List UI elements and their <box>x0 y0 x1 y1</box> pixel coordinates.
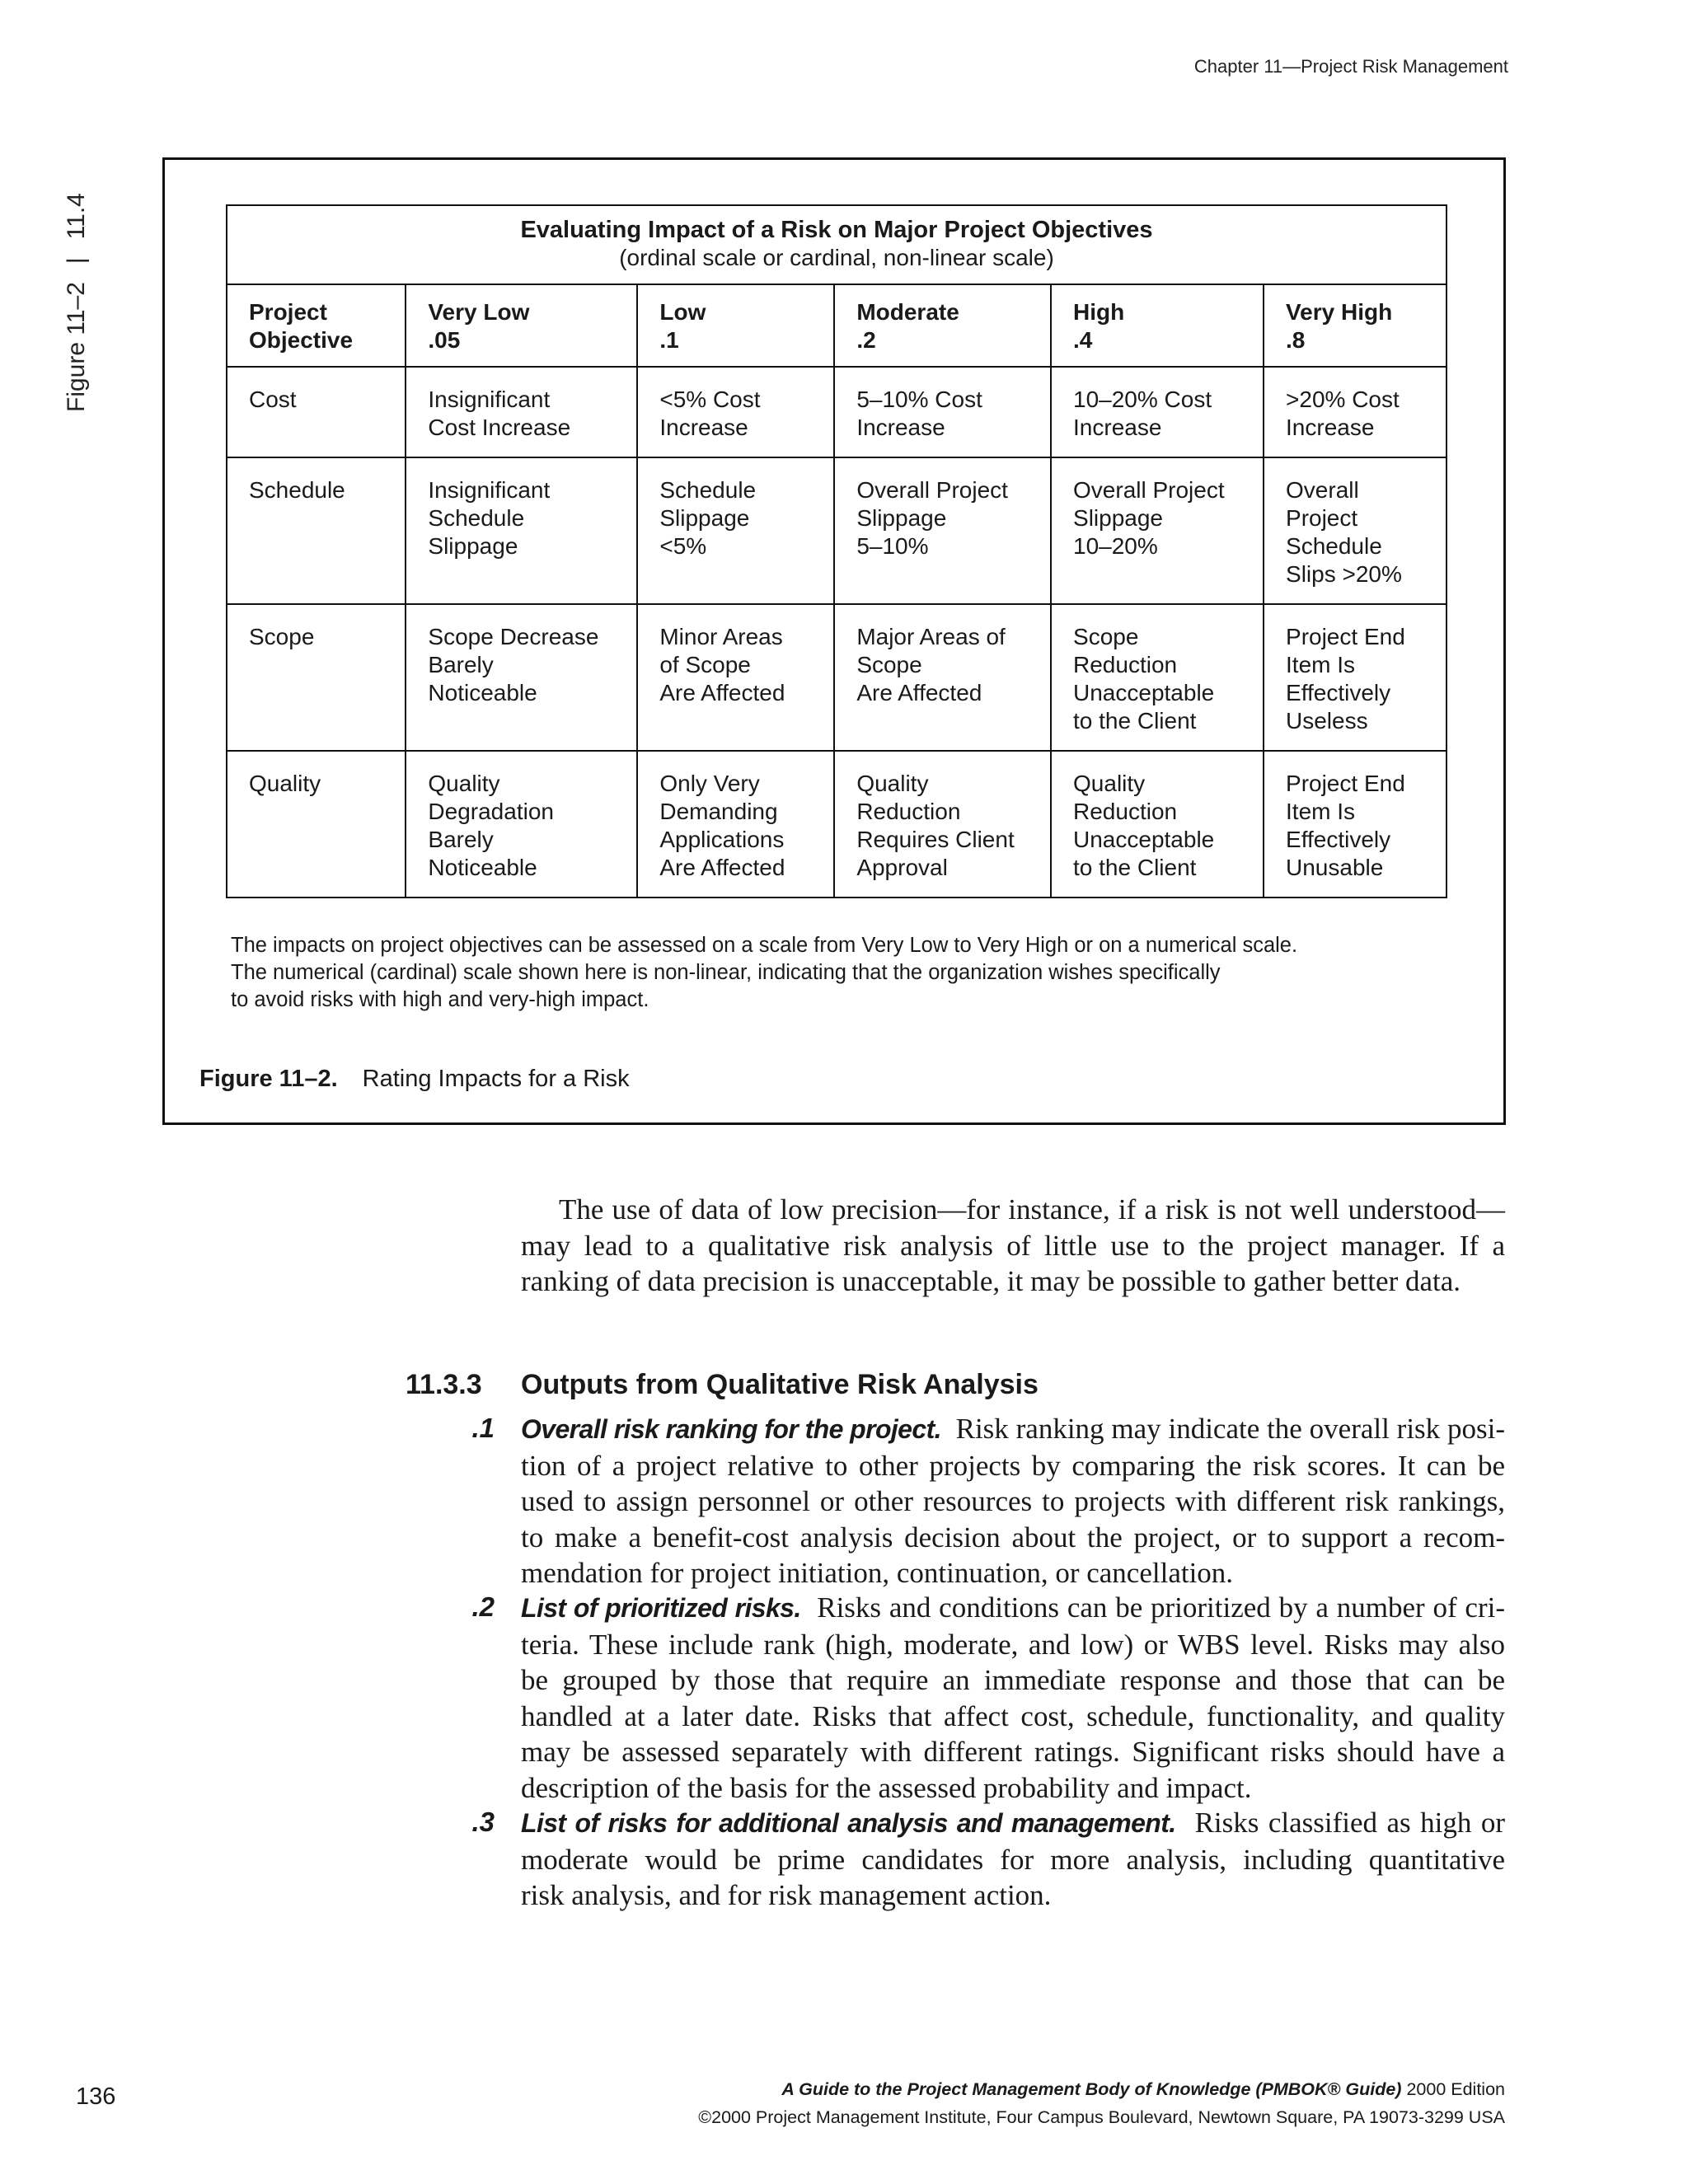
impact-cell <box>1051 367 1264 457</box>
item-first-text: Risks classified as high or <box>1194 1807 1506 1839</box>
cell-line: Major Areas of <box>856 624 1006 649</box>
cell-line: Slips >20% <box>1286 561 1402 587</box>
header-line: .4 <box>1073 327 1093 353</box>
item-first-line <box>521 1411 1505 1448</box>
cell-line: Scope <box>249 624 315 649</box>
impact-cell <box>1051 604 1264 751</box>
row-objective-cell <box>227 604 406 751</box>
table-title: Evaluating Impact of a Risk on Major Project Objectives <box>520 217 1153 243</box>
header-line: .1 <box>659 327 679 353</box>
cell-line: Scope <box>1073 624 1139 649</box>
impact-cell <box>637 604 834 751</box>
footer <box>698 2075 1505 2131</box>
cell-line: Barely <box>428 827 494 852</box>
table-header-cell <box>637 284 834 367</box>
cell-line: Project <box>1286 505 1358 531</box>
cell-line: Useless <box>1286 708 1368 733</box>
table-title-row <box>227 205 1447 284</box>
impact-cell <box>637 367 834 457</box>
impact-cell <box>834 367 1051 457</box>
table-header-cell <box>1051 284 1264 367</box>
table-row <box>227 751 1447 898</box>
cell-line: Item Is <box>1286 799 1356 824</box>
cell-line: Slippage <box>659 505 750 531</box>
cell-line: Quality <box>1073 771 1146 796</box>
row-objective-cell <box>227 751 406 898</box>
caption-text: Rating Impacts for a Risk <box>362 1066 630 1092</box>
side-section-number: 11.4 <box>63 193 90 240</box>
side-separator: | <box>63 257 90 265</box>
cell-line: Insignificant <box>428 387 551 412</box>
table-header-cell <box>406 284 637 367</box>
impact-cell <box>1264 457 1447 604</box>
impact-cell <box>406 457 637 604</box>
item-line: tion of a project relative to other projects by comparing the risk scores. It can be <box>521 1449 1505 1482</box>
cell-line: Noticeable <box>428 680 537 705</box>
cell-line: Unacceptable <box>1073 827 1215 852</box>
cell-line: Schedule <box>659 477 757 503</box>
cell-line: Requires Client <box>856 827 1015 852</box>
impact-cell <box>406 751 637 898</box>
table-header-row <box>227 284 1447 367</box>
cell-line: Unusable <box>1286 855 1384 880</box>
cell-line: Reduction <box>1073 652 1178 677</box>
impact-table <box>226 204 1447 898</box>
item-text <box>521 1411 1505 1591</box>
item-number: .3 <box>471 1807 495 1837</box>
table-row <box>227 604 1447 751</box>
header-line: .2 <box>856 327 876 353</box>
impact-cell <box>406 604 637 751</box>
header-line: Very High <box>1286 299 1393 325</box>
header-line: Very Low <box>428 299 530 325</box>
cell-line: 5–10% <box>856 533 929 559</box>
item-first-line <box>521 1590 1505 1627</box>
header-line: High <box>1073 299 1125 325</box>
cell-line: Scope <box>856 652 922 677</box>
cell-line: Quality <box>249 771 321 796</box>
item-first-text: Risk ranking may indicate the overall risk posi- <box>955 1413 1506 1445</box>
table-header-cell <box>227 284 406 367</box>
figure-note <box>231 932 1467 1014</box>
item-lead: List of prioritized risks. <box>521 1593 801 1623</box>
header-line: .8 <box>1286 327 1306 353</box>
cell-line: Increase <box>856 415 945 440</box>
intro-paragraph <box>521 1192 1505 1300</box>
cell-line: Schedule <box>428 505 525 531</box>
impact-cell <box>637 457 834 604</box>
item-number: .2 <box>471 1591 495 1622</box>
item-line: teria. These include rank (high, moderate, and low) or WBS level. Risks may also <box>521 1628 1505 1661</box>
item-line: mendation for project initiation, continuation, or cancellation. <box>521 1557 1234 1590</box>
footer-guide-line <box>698 2075 1505 2103</box>
cell-line: Project End <box>1286 624 1405 649</box>
cell-line: 5–10% Cost <box>856 387 982 412</box>
table-row <box>227 457 1447 604</box>
cell-line: Scope Decrease <box>428 624 599 649</box>
note-line: to avoid risks with high and very-high impact. <box>231 988 649 1011</box>
cell-line: Only Very <box>659 771 760 796</box>
row-objective-cell <box>227 457 406 604</box>
cell-line: Are Affected <box>659 680 785 705</box>
item-lead: Overall risk ranking for the project. <box>521 1414 941 1444</box>
table-body <box>227 367 1447 898</box>
side-figure-number: Figure 11–2 <box>63 282 90 412</box>
intro-line: ranking of data precision is unacceptable, it may be possible to gather better data. <box>521 1265 1461 1297</box>
cell-line: Are Affected <box>856 680 982 705</box>
cell-line: Unacceptable <box>1073 680 1215 705</box>
cell-line: Increase <box>1073 415 1162 440</box>
note-line: The impacts on project objectives can be assessed on a scale from Very Low to Very High or on a numerical scale. <box>231 934 1298 957</box>
impact-cell <box>1051 457 1264 604</box>
cell-line: Barely <box>428 652 494 677</box>
cell-line: Schedule <box>249 477 345 503</box>
cell-line: Effectively <box>1286 680 1391 705</box>
table-subtitle: (ordinal scale or cardinal, non-linear scale) <box>619 245 1054 270</box>
cell-line: to the Client <box>1073 708 1197 733</box>
cell-line: Cost <box>249 387 297 412</box>
item-line: description of the basis for the assessed probability and impact. <box>521 1771 1252 1804</box>
side-figure-label <box>63 132 96 412</box>
impact-cell <box>1264 367 1447 457</box>
cell-line: Project End <box>1286 771 1405 796</box>
cell-line: to the Client <box>1073 855 1197 880</box>
intro-line: may lead to a qualitative risk analysis of little use to the project manager. If a <box>521 1229 1505 1262</box>
impact-cell <box>834 457 1051 604</box>
cell-line: Are Affected <box>659 855 785 880</box>
footer-edition: 2000 Edition <box>1406 2079 1505 2099</box>
cell-line: >20% Cost <box>1286 387 1400 412</box>
item-line: handled at a later date. Risks that affect cost, schedule, functionality, and quality <box>521 1699 1505 1732</box>
table-header-cell <box>1264 284 1447 367</box>
cell-line: Reduction <box>1073 799 1178 824</box>
figure-caption <box>199 1066 630 1093</box>
section-title: Outputs from Qualitative Risk Analysis <box>521 1369 1039 1400</box>
cell-line: Quality <box>856 771 929 796</box>
item-line: moderate would be prime candidates for more analysis, including quantitative <box>521 1843 1505 1876</box>
header-line: .05 <box>428 327 461 353</box>
cell-line: Applications <box>659 827 785 852</box>
section-number: 11.3.3 <box>406 1369 482 1400</box>
header-line: Project <box>249 299 327 325</box>
cell-line: Slippage <box>856 505 947 531</box>
cell-line: Approval <box>856 855 948 880</box>
header-line: Low <box>659 299 706 325</box>
cell-line: 10–20% Cost <box>1073 387 1212 412</box>
figure-box <box>162 157 1506 1125</box>
item-first-line <box>521 1805 1505 1842</box>
cell-line: Overall Project <box>1073 477 1225 503</box>
item-line: may be assessed separately with different ratings. Significant risks should have a <box>521 1736 1505 1769</box>
table-title-cell <box>227 205 1447 284</box>
impact-cell <box>637 751 834 898</box>
cell-line: Reduction <box>856 799 961 824</box>
note-line: The numerical (cardinal) scale shown here is non-linear, indicating that the organization wishes specifically <box>231 961 1221 984</box>
item-line: used to assign personnel or other resources to projects with different risk rankings, <box>521 1485 1505 1518</box>
item-number: .1 <box>471 1413 495 1443</box>
cell-line: Schedule <box>1286 533 1382 559</box>
cell-line: Noticeable <box>428 855 537 880</box>
impact-cell <box>834 751 1051 898</box>
item-line: risk analysis, and for risk management action. <box>521 1879 1052 1912</box>
header-line: Objective <box>249 327 354 353</box>
cell-line: Effectively <box>1286 827 1391 852</box>
footer-copyright: ©2000 Project Management Institute, Four Campus Boulevard, Newtown Square, PA 19073-3299 USA <box>698 2107 1505 2127</box>
intro-line: The use of data of low precision—for instance, if a risk is not well understood— <box>559 1193 1505 1226</box>
impact-cell <box>1264 604 1447 751</box>
cell-line: Slippage <box>428 533 518 559</box>
cell-line: Slippage <box>1073 505 1163 531</box>
cell-line: <5% <box>659 533 707 559</box>
cell-line: Item Is <box>1286 652 1356 677</box>
cell-line: Degradation <box>428 799 554 824</box>
impact-cell <box>1264 751 1447 898</box>
cell-line: Minor Areas <box>659 624 783 649</box>
item-lead: List of risks for additional analysis and management. <box>521 1808 1176 1838</box>
cell-line: Increase <box>659 415 748 440</box>
header-line: Moderate <box>856 299 959 325</box>
impact-cell <box>1051 751 1264 898</box>
caption-number: Figure 11–2. <box>199 1066 338 1092</box>
item-first-text: Risks and conditions can be prioritized by a number of cri- <box>817 1591 1505 1624</box>
impact-cell <box>406 367 637 457</box>
cell-line: of Scope <box>659 652 751 677</box>
footer-guide-title: A Guide to the Project Management Body of Knowledge (PMBOK® Guide) <box>781 2079 1402 2099</box>
cell-line: Overall Project <box>856 477 1008 503</box>
page-number: 136 <box>76 2083 116 2110</box>
item-text <box>521 1805 1505 1914</box>
cell-line: <5% Cost <box>659 387 761 412</box>
cell-line: 10–20% <box>1073 533 1158 559</box>
item-line: to make a benefit-cost analysis decision about the project, or to support a recom- <box>521 1521 1505 1554</box>
row-objective-cell <box>227 367 406 457</box>
cell-line: Overall <box>1286 477 1359 503</box>
item-text <box>521 1590 1505 1807</box>
cell-line: Cost Increase <box>428 415 571 440</box>
table-row <box>227 367 1447 457</box>
cell-line: Insignificant <box>428 477 551 503</box>
cell-line: Quality <box>428 771 500 796</box>
table-header-cell <box>834 284 1051 367</box>
item-line: be grouped by those that require an immediate response and those that can be <box>521 1664 1505 1697</box>
cell-line: Increase <box>1286 415 1375 440</box>
impact-cell <box>834 604 1051 751</box>
cell-line: Demanding <box>659 799 778 824</box>
running-head: Chapter 11—Project Risk Management <box>1193 56 1508 77</box>
